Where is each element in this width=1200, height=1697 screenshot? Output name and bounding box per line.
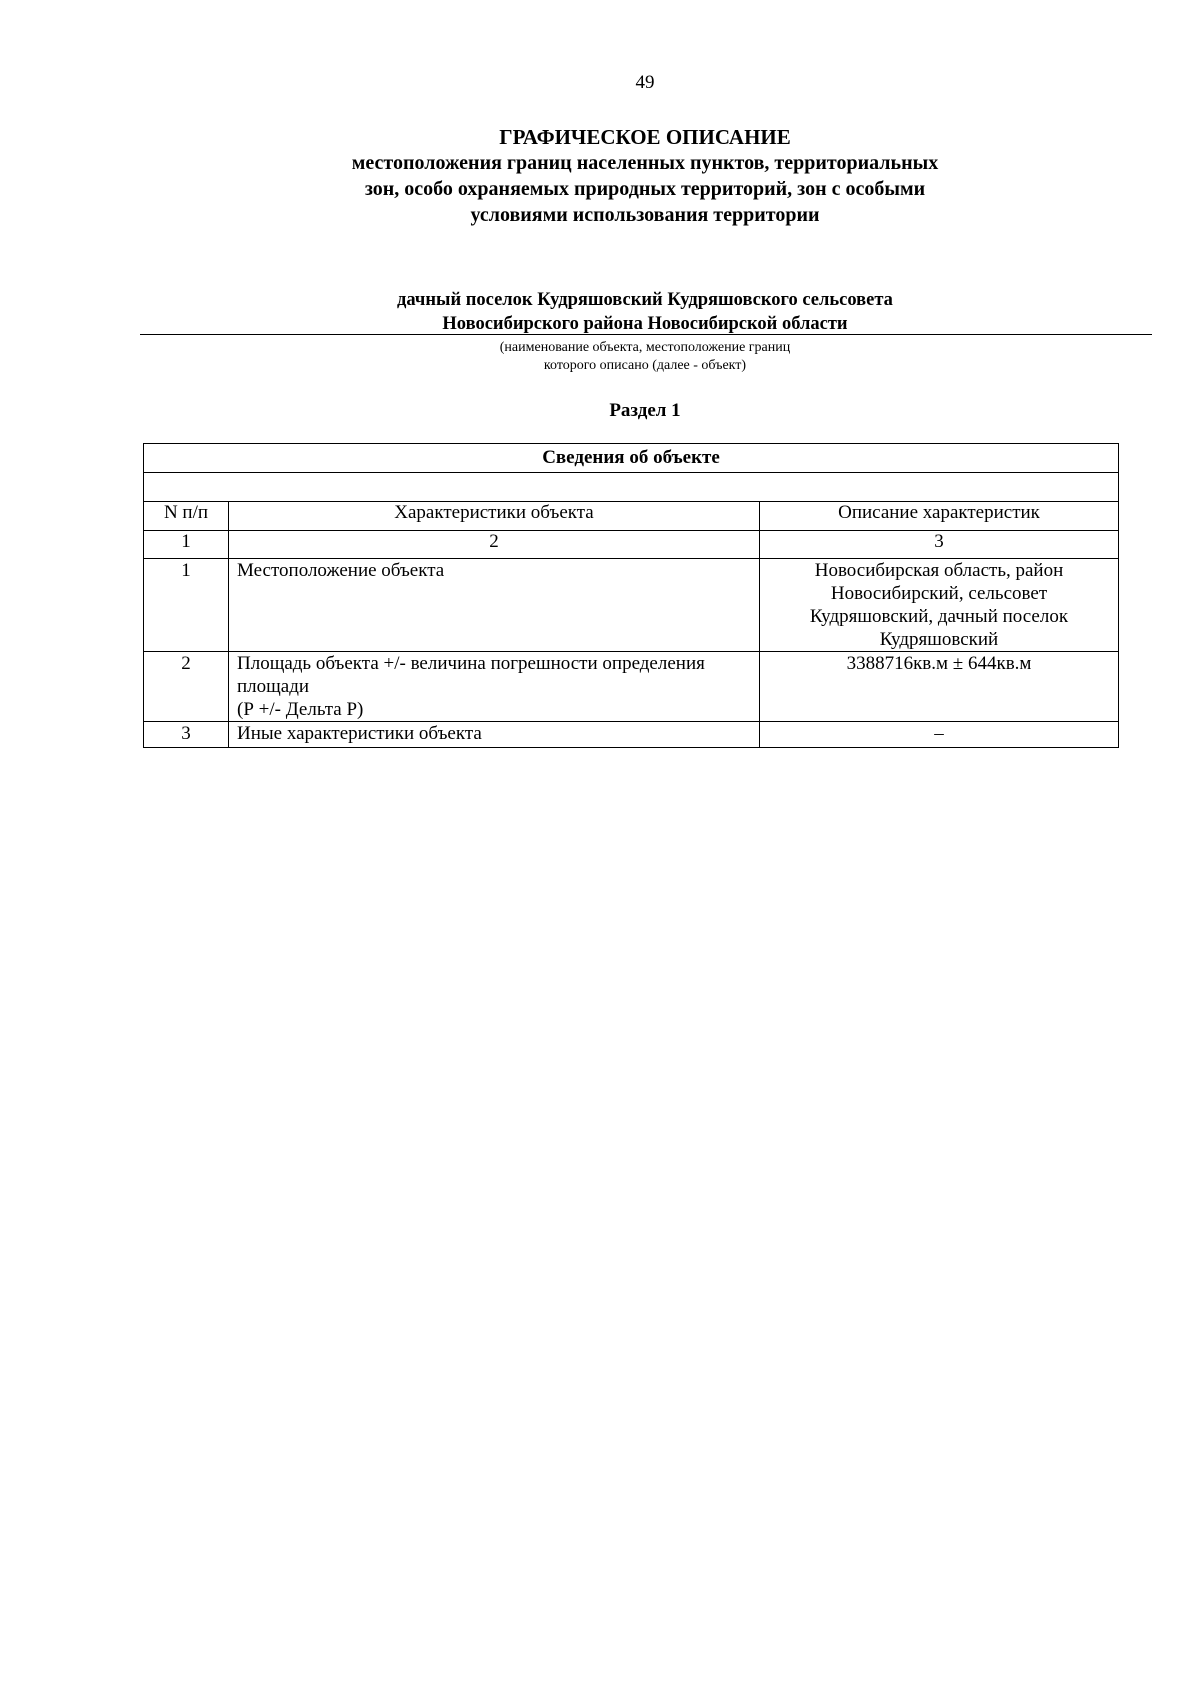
table-empty-cell [144, 473, 1119, 502]
object-name-line-1: дачный поселок Кудряшовский Кудряшовского сельсовета [397, 290, 893, 310]
row-description: 3388716кв.м ± 644кв.м [760, 652, 1119, 722]
table-row [144, 559, 1119, 652]
row-characteristic-text: Площадь объекта +/- величина погрешности определения площади [237, 653, 705, 697]
column-index-1: 1 [144, 531, 229, 559]
object-name-underline [140, 334, 1152, 335]
document-title [0, 124, 1200, 228]
title-line-1: местоположения границ населенных пунктов, территориальных [351, 152, 939, 174]
header-description: Описание характеристик [760, 502, 1119, 531]
object-caption [0, 339, 1200, 375]
table-header-row [144, 502, 1119, 531]
row-num: 3 [144, 722, 229, 748]
title-line-3: условиями использования территории [470, 204, 820, 226]
object-name [0, 288, 1200, 336]
object-caption-line-1: (наименование объекта, местоположение границ [499, 340, 791, 355]
table-row [144, 722, 1119, 748]
object-caption-line-2: которого описано (далее - объект) [543, 358, 747, 373]
header-num: N п/п [144, 502, 229, 531]
table-empty-row [144, 473, 1119, 502]
table-column-index-row [144, 531, 1119, 559]
table-caption-row [144, 444, 1119, 473]
column-index-3: 3 [760, 531, 1119, 559]
row-num: 2 [144, 652, 229, 722]
page-number: 49 [635, 72, 655, 93]
table-row [144, 652, 1119, 722]
row-description: – [760, 722, 1119, 748]
title-main: ГРАФИЧЕСКОЕ ОПИСАНИЕ [499, 125, 791, 149]
title-line-2: зон, особо охраняемых природных территорий, зон с особыми [364, 178, 926, 200]
row-characteristic-extra: (Р +/- Дельта Р) [237, 699, 364, 720]
row-characteristic [229, 652, 760, 722]
row-characteristic: Местоположение объекта [229, 559, 760, 652]
section-heading: Раздел 1 [609, 400, 681, 421]
object-name-line-2: Новосибирского района Новосибирской области [442, 314, 848, 334]
column-index-2: 2 [229, 531, 760, 559]
row-characteristic: Иные характеристики объекта [229, 722, 760, 748]
header-characteristic: Характеристики объекта [229, 502, 760, 531]
row-description: Новосибирская область, район Новосибирский, сельсовет Кудряшовский, дачный поселок Кудряшовский [760, 559, 1119, 652]
table-caption: Сведения об объекте [144, 444, 1119, 473]
object-info-table [143, 443, 1119, 748]
row-num: 1 [144, 559, 229, 652]
